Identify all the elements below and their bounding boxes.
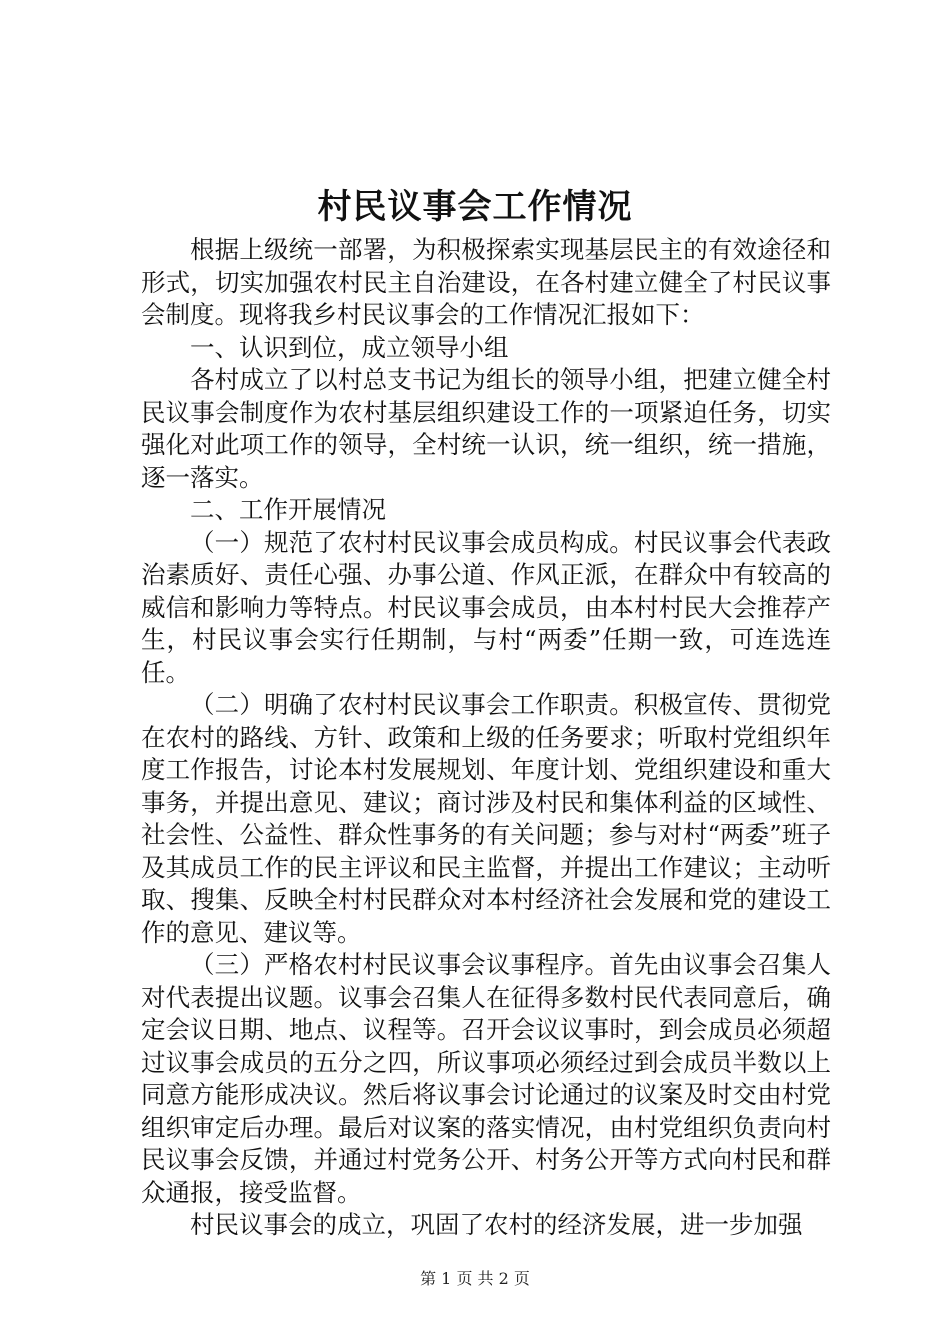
paragraph-intro: 根据上级统一部署，为积极探索实现基层民主的有效途径和形式，切实加强农村民主自治建设，在各村建立健全了村民议事会制度。现将我乡村民议事会的工作情况汇报如下：: [141, 235, 831, 329]
paragraph-conclusion: 村民议事会的成立，巩固了农村的经济发展，进一步加强: [190, 1210, 803, 1239]
document-title: 村民议事会工作情况: [317, 187, 633, 227]
paragraph-subsection-3: （三）严格农村村民议事会议事程序。首先由议事会召集人对代表提出议题。议事会召集人在征得多数村民代表同意后，确定会议日期、地点、议程等。召开会议议事时，到会成员必须超过议事会成员的五分之四，所议事项必须经过到会成员半数以上同意方能形成决议。然后将议事会讨论通过的议案及时交由村党组织审定后办理。最后对议案的落实情况，由村党组织负责向村民议事会反馈，并通过村党务公开、村务公开等方式向村民和群众通报，接受监督。: [141, 950, 831, 1207]
section-heading-1: 一、认识到位，成立领导小组: [190, 332, 509, 362]
paragraph-section-1: 各村成立了以村总支书记为组长的领导小组，把建立健全村民议事会制度作为农村基层组织建设工作的一项紧迫任务，切实强化对此项工作的领导，全村统一认识，统一组织，统一措施，逐一落实。: [141, 365, 831, 492]
page-number-footer: 第 1 页 共 2 页: [420, 1269, 530, 1288]
document-body: [141, 234, 831, 1242]
paragraph-subsection-1: （一）规范了农村村民议事会成员构成。村民议事会代表政治素质好、责任心强、办事公道、作风正派，在群众中有较高的威信和影响力等特点。村民议事会成员，由本村村民大会推荐产生，村民议事会实行任期制，与村“两委”任期一致，可连选连任。: [141, 527, 831, 687]
section-heading-2: 二、工作开展情况: [190, 495, 386, 524]
paragraph-subsection-2: （二）明确了农村村民议事会工作职责。积极宣传、贯彻党在农村的路线、方针、政策和上级的任务要求；听取村党组织年度工作报告，讨论本村发展规划、年度计划、党组织建设和重大事务，并提出意见、建议；商讨涉及村民和集体利益的区域性、社会性、公益性、群众性事务的有关问题；参与对村“两委”班子及其成员工作的民主评议和民主监督，并提出工作建议；主动听取、搜集、反映全村村民群众对本村经济社会发展和党的建设工作的意见、建议等。: [141, 690, 831, 947]
